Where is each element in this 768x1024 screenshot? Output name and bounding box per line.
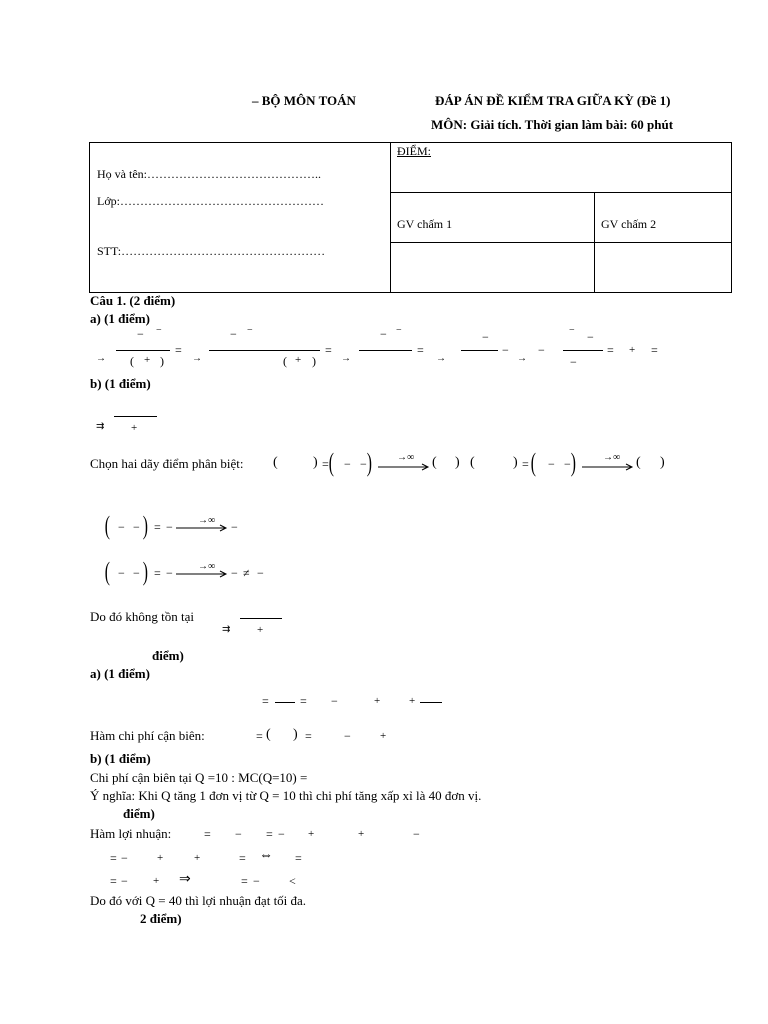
arrow-symbol: →	[192, 353, 202, 364]
minus-symbol: −	[360, 457, 367, 471]
minus-symbol: −	[133, 520, 140, 534]
big-paren-close: )	[366, 448, 372, 477]
equals-symbol: =	[607, 343, 614, 357]
minus-symbol: −	[230, 327, 237, 341]
equals-symbol: =	[417, 343, 424, 357]
plus-symbol: +	[194, 852, 201, 864]
plus-symbol: +	[144, 354, 151, 366]
paren-open: (	[470, 455, 475, 470]
double-arrow-symbol: ⇉	[222, 624, 231, 635]
marginal-cost-label: Hàm chi phí cận biên:	[90, 728, 205, 743]
equals-symbol: =	[322, 457, 329, 471]
question-2a-label: a) (1 điểm)	[90, 666, 150, 681]
department-label: – BỘ MÔN TOÁN	[252, 93, 356, 108]
minus-symbol: −	[502, 343, 509, 357]
equals-symbol: =	[239, 851, 246, 865]
plus-symbol: +	[308, 828, 315, 840]
minus-symbol: −	[344, 729, 351, 743]
minus-symbol: −	[380, 327, 387, 341]
paren-close: )	[455, 455, 460, 470]
q1-conclusion-text: Do đó không tồn tại	[90, 609, 194, 624]
minus-symbol: −	[166, 566, 173, 580]
equals-symbol: =	[522, 457, 529, 471]
mc-at-10-text: Chi phí cận biên tại Q =10 : MC(Q=10) =	[90, 770, 308, 785]
class-field: Lớp:……………………………………………	[97, 194, 325, 208]
stt-field: STT:……………………………………………	[97, 244, 326, 258]
minus-symbol: −	[166, 520, 173, 534]
paren-close: )	[513, 455, 518, 470]
big-paren-close: )	[570, 448, 576, 477]
question-2-title: điểm)	[152, 648, 184, 663]
minus-symbol: −	[548, 457, 555, 471]
limit-to-infinity: →∞	[198, 515, 216, 526]
paren-close: )	[660, 455, 665, 470]
profit-function-label: Hàm lợi nhuận:	[90, 826, 172, 841]
minus-symbol: −	[118, 520, 125, 534]
equals-symbol: =	[295, 851, 302, 865]
paren-close: )	[160, 354, 164, 368]
arrow-symbol: →	[436, 353, 446, 364]
minus-symbol: −	[538, 343, 545, 357]
plus-symbol: +	[131, 422, 138, 434]
question-1b-label: b) (1 điểm)	[90, 376, 151, 391]
question-1a-label: a) (1 điểm)	[90, 311, 150, 326]
frac-denominator: (	[130, 354, 134, 368]
minus-symbol: −	[247, 325, 253, 336]
grader-1-label: GV chấm 1	[397, 217, 453, 231]
name-field: Họ và tên:……………………………………..	[97, 167, 321, 181]
paren-open: (	[266, 727, 271, 742]
minus-symbol: −	[570, 355, 577, 369]
minus-symbol: −	[231, 520, 238, 534]
big-paren-open: (	[328, 448, 334, 477]
plus-symbol: +	[257, 624, 264, 636]
minus-symbol: −	[257, 566, 264, 580]
minus-symbol: −	[118, 566, 125, 580]
paren-close: )	[312, 354, 316, 368]
equals-symbol: =	[110, 851, 117, 865]
equals-symbol: =	[262, 694, 269, 708]
limit-to-infinity: →∞	[603, 452, 621, 463]
implies-symbol: ⇒	[179, 872, 191, 887]
equals-symbol: =	[256, 729, 263, 743]
paren-open: (	[432, 455, 437, 470]
minus-symbol: −	[482, 330, 489, 344]
plus-symbol: +	[157, 852, 164, 864]
not-equal-symbol: ≠	[243, 566, 250, 580]
big-paren-open: (	[530, 448, 536, 477]
equals-symbol: =	[266, 827, 273, 841]
minus-symbol: −	[344, 457, 351, 471]
meaning-text: Ý nghĩa: Khi Q tăng 1 đơn vị từ Q = 10 thì chi phí tăng xấp xỉ là 40 đơn vị.	[90, 788, 482, 803]
score-label: ĐIỂM:	[397, 144, 431, 158]
long-arrow-icon	[582, 463, 634, 471]
arrow-symbol: →	[341, 353, 351, 364]
equals-symbol: =	[305, 729, 312, 743]
equals-symbol: =	[154, 520, 161, 534]
paren-close: )	[313, 455, 318, 470]
minus-symbol: −	[121, 851, 128, 865]
minus-symbol: −	[587, 330, 594, 344]
long-arrow-icon	[176, 524, 228, 532]
equals-symbol: =	[154, 566, 161, 580]
question-3-title: điểm)	[123, 806, 155, 821]
minus-symbol: −	[133, 566, 140, 580]
plus-symbol: +	[153, 875, 160, 887]
equals-symbol: =	[175, 343, 182, 357]
paren-close: )	[293, 727, 298, 742]
less-than-symbol: <	[289, 874, 296, 888]
question-1-title: Câu 1. (2 điểm)	[90, 293, 176, 308]
long-arrow-icon	[176, 570, 228, 578]
limit-to-infinity: →∞	[198, 561, 216, 572]
minus-symbol: −	[253, 874, 260, 888]
double-arrow-symbol: ⇉	[96, 421, 105, 432]
minus-symbol: −	[331, 694, 338, 708]
question-4-title: 2 điểm)	[140, 911, 182, 926]
equals-symbol: =	[204, 827, 211, 841]
q3-conclusion-text: Do đó với Q = 40 thì lợi nhuận đạt tối đa.	[90, 893, 307, 908]
big-paren-close: )	[142, 557, 148, 586]
paren-open: (	[273, 455, 278, 470]
paren-open: (	[636, 455, 641, 470]
minus-symbol: −	[569, 325, 575, 336]
minus-symbol: −	[137, 327, 144, 341]
minus-symbol: −	[121, 874, 128, 888]
arrow-symbol: →	[517, 353, 527, 364]
grader-2-label: GV chấm 2	[601, 217, 657, 231]
big-paren-open: (	[104, 557, 110, 586]
minus-symbol: −	[235, 827, 242, 841]
long-arrow-icon	[378, 463, 430, 471]
plus-symbol: +	[629, 344, 636, 356]
iff-symbol: ⇔	[259, 848, 273, 863]
question-2b-label: b) (1 điểm)	[90, 751, 151, 766]
plus-symbol: +	[358, 828, 365, 840]
big-paren-open: (	[104, 511, 110, 540]
minus-symbol: −	[156, 325, 162, 336]
minus-symbol: −	[278, 827, 285, 841]
subject-line: MÔN: Giải tích. Thời gian làm bài: 60 phút	[431, 117, 674, 132]
plus-symbol: +	[295, 354, 302, 366]
big-paren-close: )	[142, 511, 148, 540]
equals-symbol: =	[110, 874, 117, 888]
minus-symbol: −	[564, 457, 571, 471]
plus-symbol: +	[409, 695, 416, 707]
plus-symbol: +	[380, 730, 387, 742]
minus-symbol: −	[231, 566, 238, 580]
equals-symbol: =	[651, 343, 658, 357]
arrow-symbol: →	[96, 353, 106, 364]
document-title: ĐÁP ÁN ĐỀ KIỂM TRA GIỮA KỲ (Đề 1)	[435, 93, 671, 108]
minus-symbol: −	[413, 827, 420, 841]
choose-sequences-text: Chọn hai dãy điểm phân biệt:	[90, 456, 244, 471]
equals-symbol: =	[325, 343, 332, 357]
minus-symbol: −	[396, 325, 402, 336]
plus-symbol: +	[374, 695, 381, 707]
equals-symbol: =	[241, 874, 248, 888]
limit-to-infinity: →∞	[397, 452, 415, 463]
equals-symbol: =	[300, 694, 307, 708]
paren-open: (	[283, 354, 287, 368]
